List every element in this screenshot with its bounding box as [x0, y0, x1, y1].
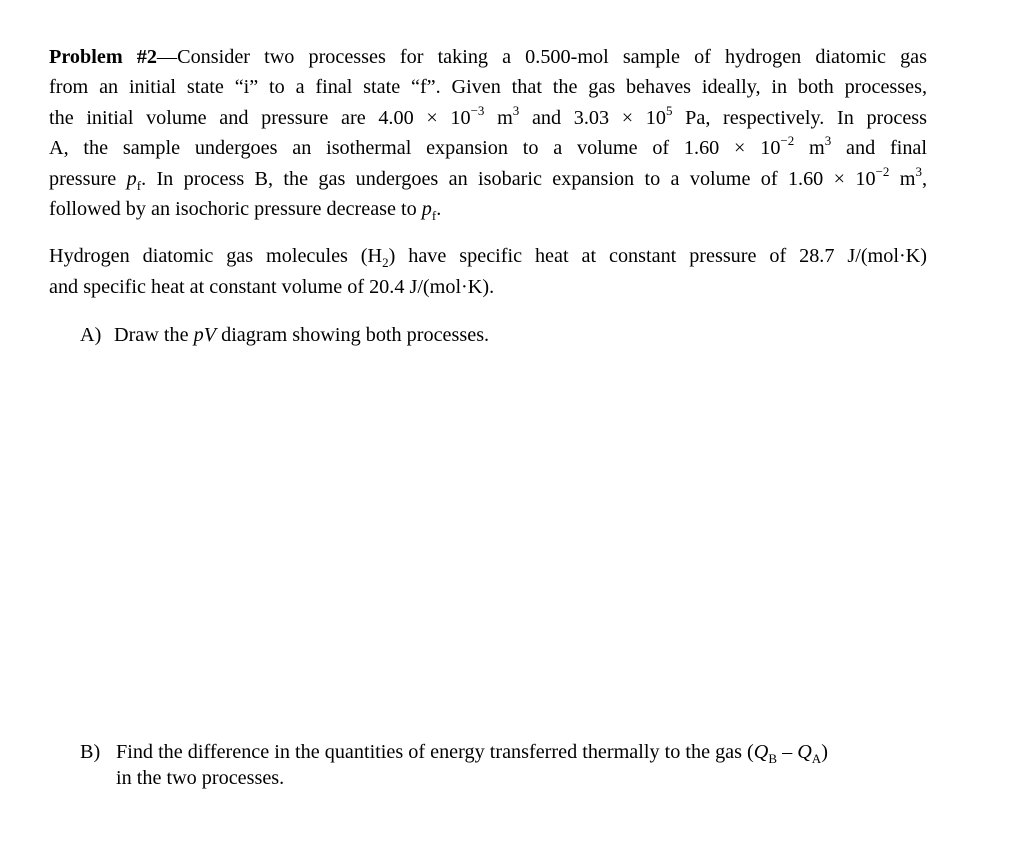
- problem-heading: Problem #2: [49, 46, 157, 68]
- question-b-label: B): [80, 741, 101, 763]
- answer-space: [49, 370, 927, 720]
- question-b-line-1: B) Find the difference in the quantities of energy transferred thermally to the gas $(Q_B - Q_A)$: [80, 741, 828, 767]
- info-line-2: and specific heat at constant volume of 20.4 J/(mol·K).: [49, 275, 495, 298]
- question-b-line-2: in the two processes.: [116, 767, 285, 789]
- problem-line-5: pressure $p_f$. In process B, the gas undergoes an isobaric expansion to a volume of $1.60 \times 10^{-2}$ $m^3$,: [49, 163, 928, 193]
- question-a: [49, 320, 927, 350]
- problem-line-4: A, the sample undergoes an isothermal expansion to a volume of $1.60 \times 10^{-2}$ $m^3$ and final: [49, 133, 927, 160]
- problem-line-6: followed by an isochoric pressure decrease to $p_f$.: [49, 198, 442, 224]
- info-line-1: Hydrogen diatomic gas molecules $(H_2)$ have specific heat at constant pressure of 28.7 J/(mol·K): [49, 245, 927, 271]
- problem-statement: [49, 42, 927, 224]
- question-b: [80, 739, 930, 791]
- problem-line-2: from an initial state “i” to a final state “f”. Given that the gas behaves ideally, in both processes,: [49, 76, 927, 99]
- problem-line-3: the initial volume and pressure are $4.00 \times 10^{-3}$ $m^3$ and $3.03 \times 10^5$ Pa, respectively. In process: [49, 103, 928, 129]
- problem-document: [49, 42, 927, 350]
- problem-line-1: Problem #2—Consider two processes for taking a 0.500-mol sample of hydrogen diatomic gas: [49, 46, 927, 68]
- specific-heat-info: [49, 241, 927, 302]
- question-a-label: A): [80, 324, 102, 347]
- question-a-text: Draw the pV diagram showing both processes.: [114, 324, 490, 347]
